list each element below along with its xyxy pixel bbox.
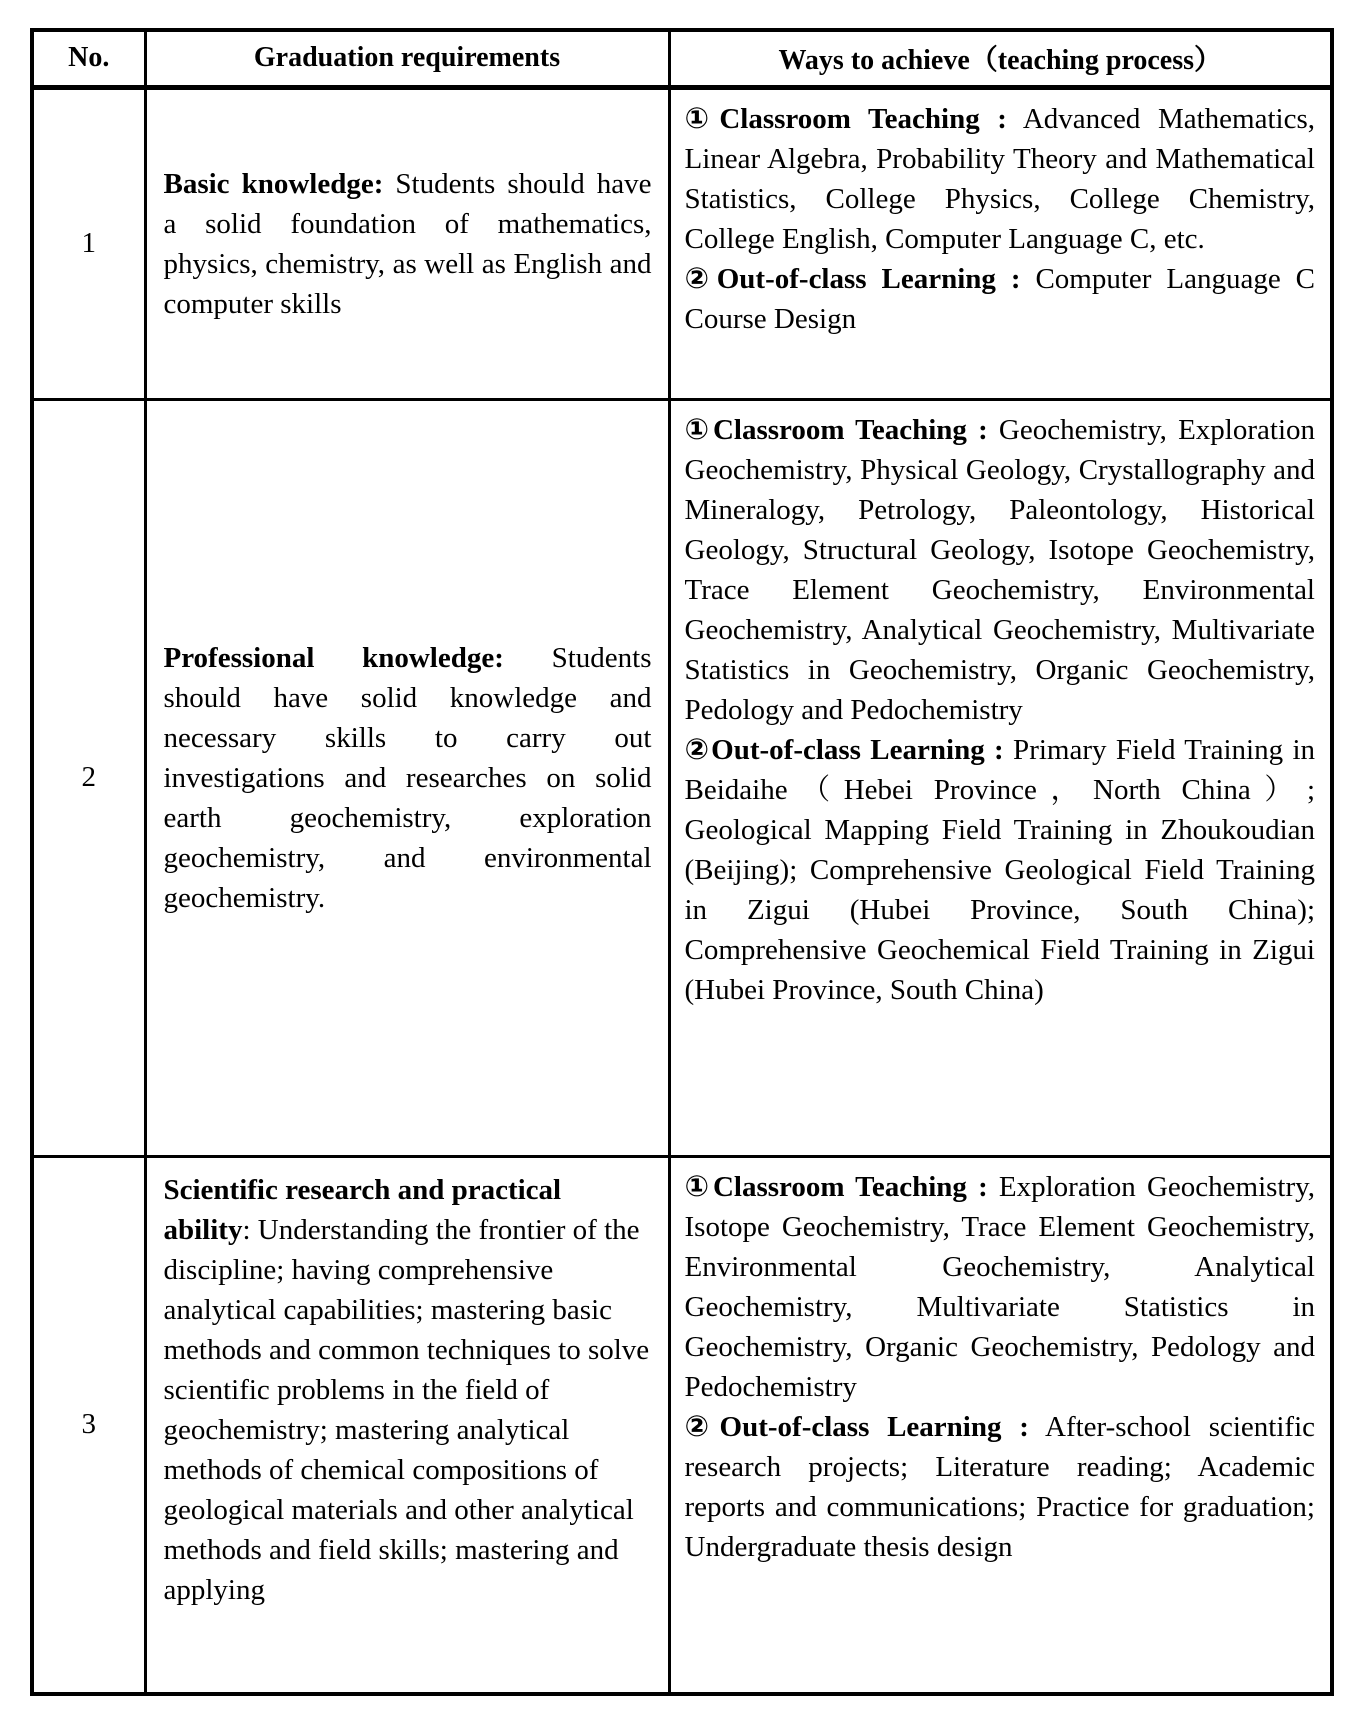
row-1-way-2-title: Out-of-class Learning : [716,262,1021,295]
row-1-way-1-text: Advanced Mathematics, Linear Algebra, Probability Theory and Mathematical Statistics, College Physics, College Chemistry, College English, Computer Language C, etc. [684,102,1315,255]
row-2-way-1-text: Geochemistry, Exploration Geochemistry, Physical Geology, Crystallography and Mineralogy, Petrology, Paleontology, Historical Geology, Structural Geology, Isotope Geochemistry, Trace Element Geochemistry, Environmental Geochemistry, Analytical Geochemistry, Multivariate Statistics in Geochemistry, Organic Geochemistry, Pedology and Pedochemistry [684,413,1315,726]
row-1-requirement-text: Students should have a solid foundation of mathematics, physics, chemistry, as well as English and computer skills [163,167,652,320]
header-no: No. [32,30,145,87]
row-2-way-1 [685,410,1316,730]
row-2-requirement-title: Professional knowledge: [163,641,504,674]
circled-2-icon: ② [684,733,712,766]
graduation-requirements-table [30,28,1334,1696]
row-2-number: 2 [32,399,145,1156]
circled-1-icon: ① [684,413,713,446]
row-3-requirement-text: : Understanding the frontier of the discipline; having comprehensive analytical capabilities; mastering basic methods and common techniques to solve scientific problems in the field of geochemistry; mastering analytical methods of chemical compositions of geological materials and other analytical methods and field skills; mastering and applying [163,1213,650,1606]
row-1-way-1-title: Classroom Teaching : [719,102,1007,135]
row-3-way-2 [685,1407,1316,1567]
circled-1-icon: ① [684,1170,713,1203]
row-3-way-2-title: Out-of-class Learning : [719,1410,1029,1443]
row-1-number: 1 [32,87,145,399]
row-3-number: 3 [32,1156,145,1694]
row-3-ways [669,1156,1332,1694]
table-row-3 [32,1156,1332,1694]
circled-2-icon: ② [684,262,717,295]
table-row-2 [32,399,1332,1156]
circled-2-icon: ② [684,1410,720,1443]
header-graduation-requirements: Graduation requirements [145,30,669,87]
row-1-requirement-title: Basic knowledge: [163,167,384,200]
row-2-requirement-text: Students should have solid knowledge and necessary skills to carry out investigations and researches on solid earth geochemistry, exploration geochemistry, and environmental geochemistry. [163,641,652,914]
row-2-way-1-title: Classroom Teaching : [712,413,988,446]
circled-1-icon: ① [684,102,720,135]
row-2-ways [669,399,1332,1156]
row-3-way-1-text: Exploration Geochemistry, Isotope Geochemistry, Trace Element Geochemistry, Environmental Geochemistry, Analytical Geochemistry, Multivariate Statistics in Geochemistry, Organic Geochemistry, Pedology and Pedochemistry [684,1170,1315,1403]
row-3-way-2-text: After-school scientific research projects; Literature reading; Academic reports and communications; Practice for graduation; Undergraduate thesis design [684,1410,1315,1563]
row-1-way-2-text: Computer Language C Course Design [684,262,1315,335]
row-1-ways [669,87,1332,399]
row-2-way-2 [685,730,1316,1010]
row-1-requirement [145,87,669,399]
row-1-way-1 [685,99,1316,259]
row-3-way-1-title: Classroom Teaching : [712,1170,988,1203]
row-3-requirement [145,1156,669,1694]
row-1-way-2 [685,259,1316,339]
header-ways-to-achieve: Ways to achieve（teaching process） [669,30,1332,87]
row-2-way-2-text: Primary Field Training in Beidaihe（Hebei Province，North China）; Geological Mapping Field Training in Zhoukoudian (Beijing); Comprehensive Geological Field Training in Zigui (Hubei Province, South China); Comprehensive Geochemical Field Training in Zigui (Hubei Province, South China) [684,733,1315,1006]
row-3-requirement-title: Scientific research and practical ability [163,1173,562,1246]
table-row-1 [32,87,1332,399]
table-header-row [32,30,1332,87]
row-2-requirement [145,399,669,1156]
row-2-way-2-title: Out-of-class Learning : [711,733,1004,766]
row-3-way-1 [685,1167,1316,1407]
